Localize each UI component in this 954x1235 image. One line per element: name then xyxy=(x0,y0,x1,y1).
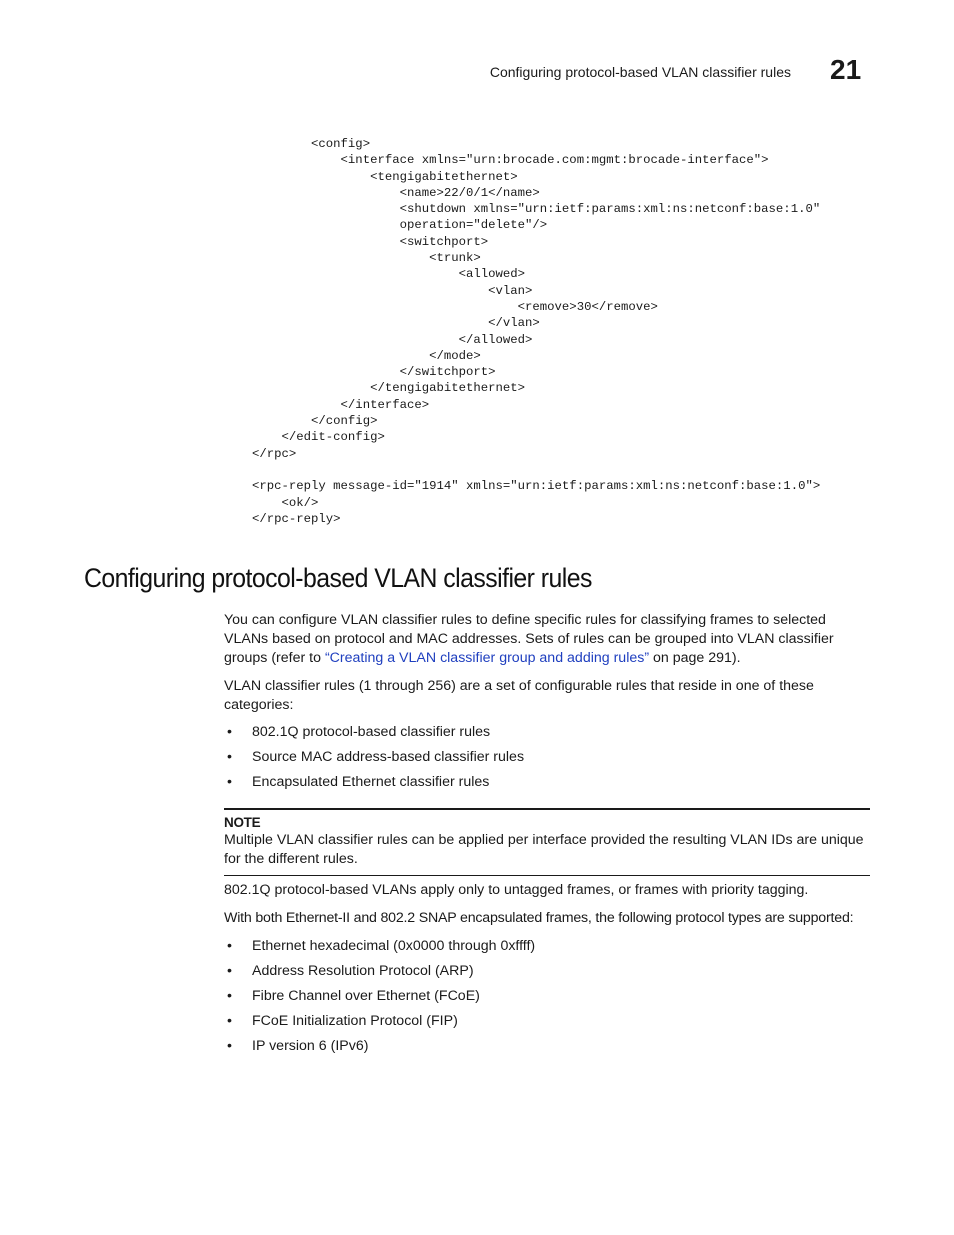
protocols-intro xyxy=(224,909,884,928)
list-item-text: Address Resolution Protocol (ARP) xyxy=(252,963,474,979)
section-title: Configuring protocol-based VLAN classifier rules xyxy=(84,563,592,593)
code-line: <shutdown xmlns="urn:ietf:params:xml:ns:netconf:base:1.0" xyxy=(252,202,821,217)
bullet-icon: • xyxy=(227,774,232,790)
list-item xyxy=(224,1037,872,1062)
list-item xyxy=(224,773,872,798)
code-line: </allowed> xyxy=(252,332,533,347)
cross-reference-link[interactable]: “Creating a VLAN classifier group and adding rules” xyxy=(324,650,650,666)
intro-text: You can configure VLAN classifier rules to define specific rules for classifying frames to selected VLANs based on protocol and MAC addresses. Sets of rules can be grouped into VLAN classifier groups (refer to xyxy=(224,612,834,666)
code-line: <tengigabitethernet> xyxy=(252,169,518,184)
list-item xyxy=(224,962,872,987)
note-label: NOTE xyxy=(224,815,261,830)
list-item-text: Fibre Channel over Ethernet (FCoE) xyxy=(252,988,480,1004)
list-item xyxy=(224,937,872,962)
protocols-intro-text: With both Ethernet-II and 802.2 SNAP encapsulated frames, the following protocol types are supported: xyxy=(224,910,854,926)
code-line: </switchport> xyxy=(252,365,496,380)
code-line: </rpc-reply> xyxy=(252,511,341,526)
chapter-number: 21 xyxy=(830,54,862,85)
list-item-text: Source MAC address-based classifier rules xyxy=(252,749,525,765)
bullet-icon: • xyxy=(227,963,232,979)
bullet-icon: • xyxy=(227,749,232,765)
code-listing xyxy=(252,136,820,527)
code-line: <trunk> xyxy=(252,251,481,266)
code-line: </vlan> xyxy=(252,316,540,331)
code-line: <allowed> xyxy=(252,267,526,282)
bullet-icon: • xyxy=(227,1038,232,1054)
list-item-text: IP version 6 (IPv6) xyxy=(252,1038,369,1054)
untagged-text: 802.1Q protocol-based VLANs apply only to untagged frames, or frames with priority tagging. xyxy=(224,882,809,898)
intro-page-ref: on page 291). xyxy=(649,650,741,666)
bullet-icon: • xyxy=(227,724,232,740)
bullet-icon: • xyxy=(227,988,232,1004)
code-line: </config> xyxy=(252,414,378,429)
code-line: </edit-config> xyxy=(252,430,385,445)
categories-list xyxy=(224,723,872,798)
bullet-icon: • xyxy=(227,938,232,954)
code-line: </rpc> xyxy=(252,446,297,461)
code-line: <ok/> xyxy=(252,495,319,510)
code-line: <config> xyxy=(252,137,371,151)
list-item xyxy=(224,748,872,773)
protocols-list-wrap xyxy=(224,937,872,1062)
list-item xyxy=(224,1012,872,1037)
categories-intro-text: VLAN classifier rules (1 through 256) are a set of configurable rules that reside in one of these categories: xyxy=(224,678,814,713)
categories-intro xyxy=(224,677,872,715)
code-line: operation="delete"/> xyxy=(252,218,548,233)
intro-paragraph xyxy=(224,611,872,668)
untagged-paragraph xyxy=(224,881,872,900)
code-line: <interface xmlns="urn:brocade.com:mgmt:brocade-interface"> xyxy=(252,153,769,168)
list-item-text: Encapsulated Ethernet classifier rules xyxy=(252,774,490,790)
code-line: </mode> xyxy=(252,348,481,363)
running-header-title: Configuring protocol-based VLAN classifier rules xyxy=(489,64,791,80)
code-line: </tengigabitethernet> xyxy=(252,381,526,396)
code-line: <name>22/0/1</name> xyxy=(252,185,540,200)
bullet-icon: • xyxy=(227,1013,232,1029)
list-item xyxy=(224,723,872,748)
list-item-text: Ethernet hexadecimal (0x0000 through 0xffff) xyxy=(252,938,536,954)
list-item-text: 802.1Q protocol-based classifier rules xyxy=(252,724,491,740)
list-item-text: FCoE Initialization Protocol (FIP) xyxy=(252,1013,458,1029)
protocols-list xyxy=(224,937,872,1062)
categories-list-wrap xyxy=(224,723,872,798)
code-line xyxy=(252,462,820,478)
note-box xyxy=(224,808,870,876)
code-line: <vlan> xyxy=(252,283,533,298)
code-line: <rpc-reply message-id="1914" xmlns="urn:ietf:params:xml:ns:netconf:base:1.0"> xyxy=(252,479,821,494)
code-line: <remove>30</remove> xyxy=(252,299,658,314)
list-item xyxy=(224,987,872,1012)
code-line: </interface> xyxy=(252,397,430,412)
code-line: <switchport> xyxy=(252,234,489,249)
note-text: Multiple VLAN classifier rules can be applied per interface provided the resulting VLAN IDs are unique for the different rules. xyxy=(224,832,864,867)
